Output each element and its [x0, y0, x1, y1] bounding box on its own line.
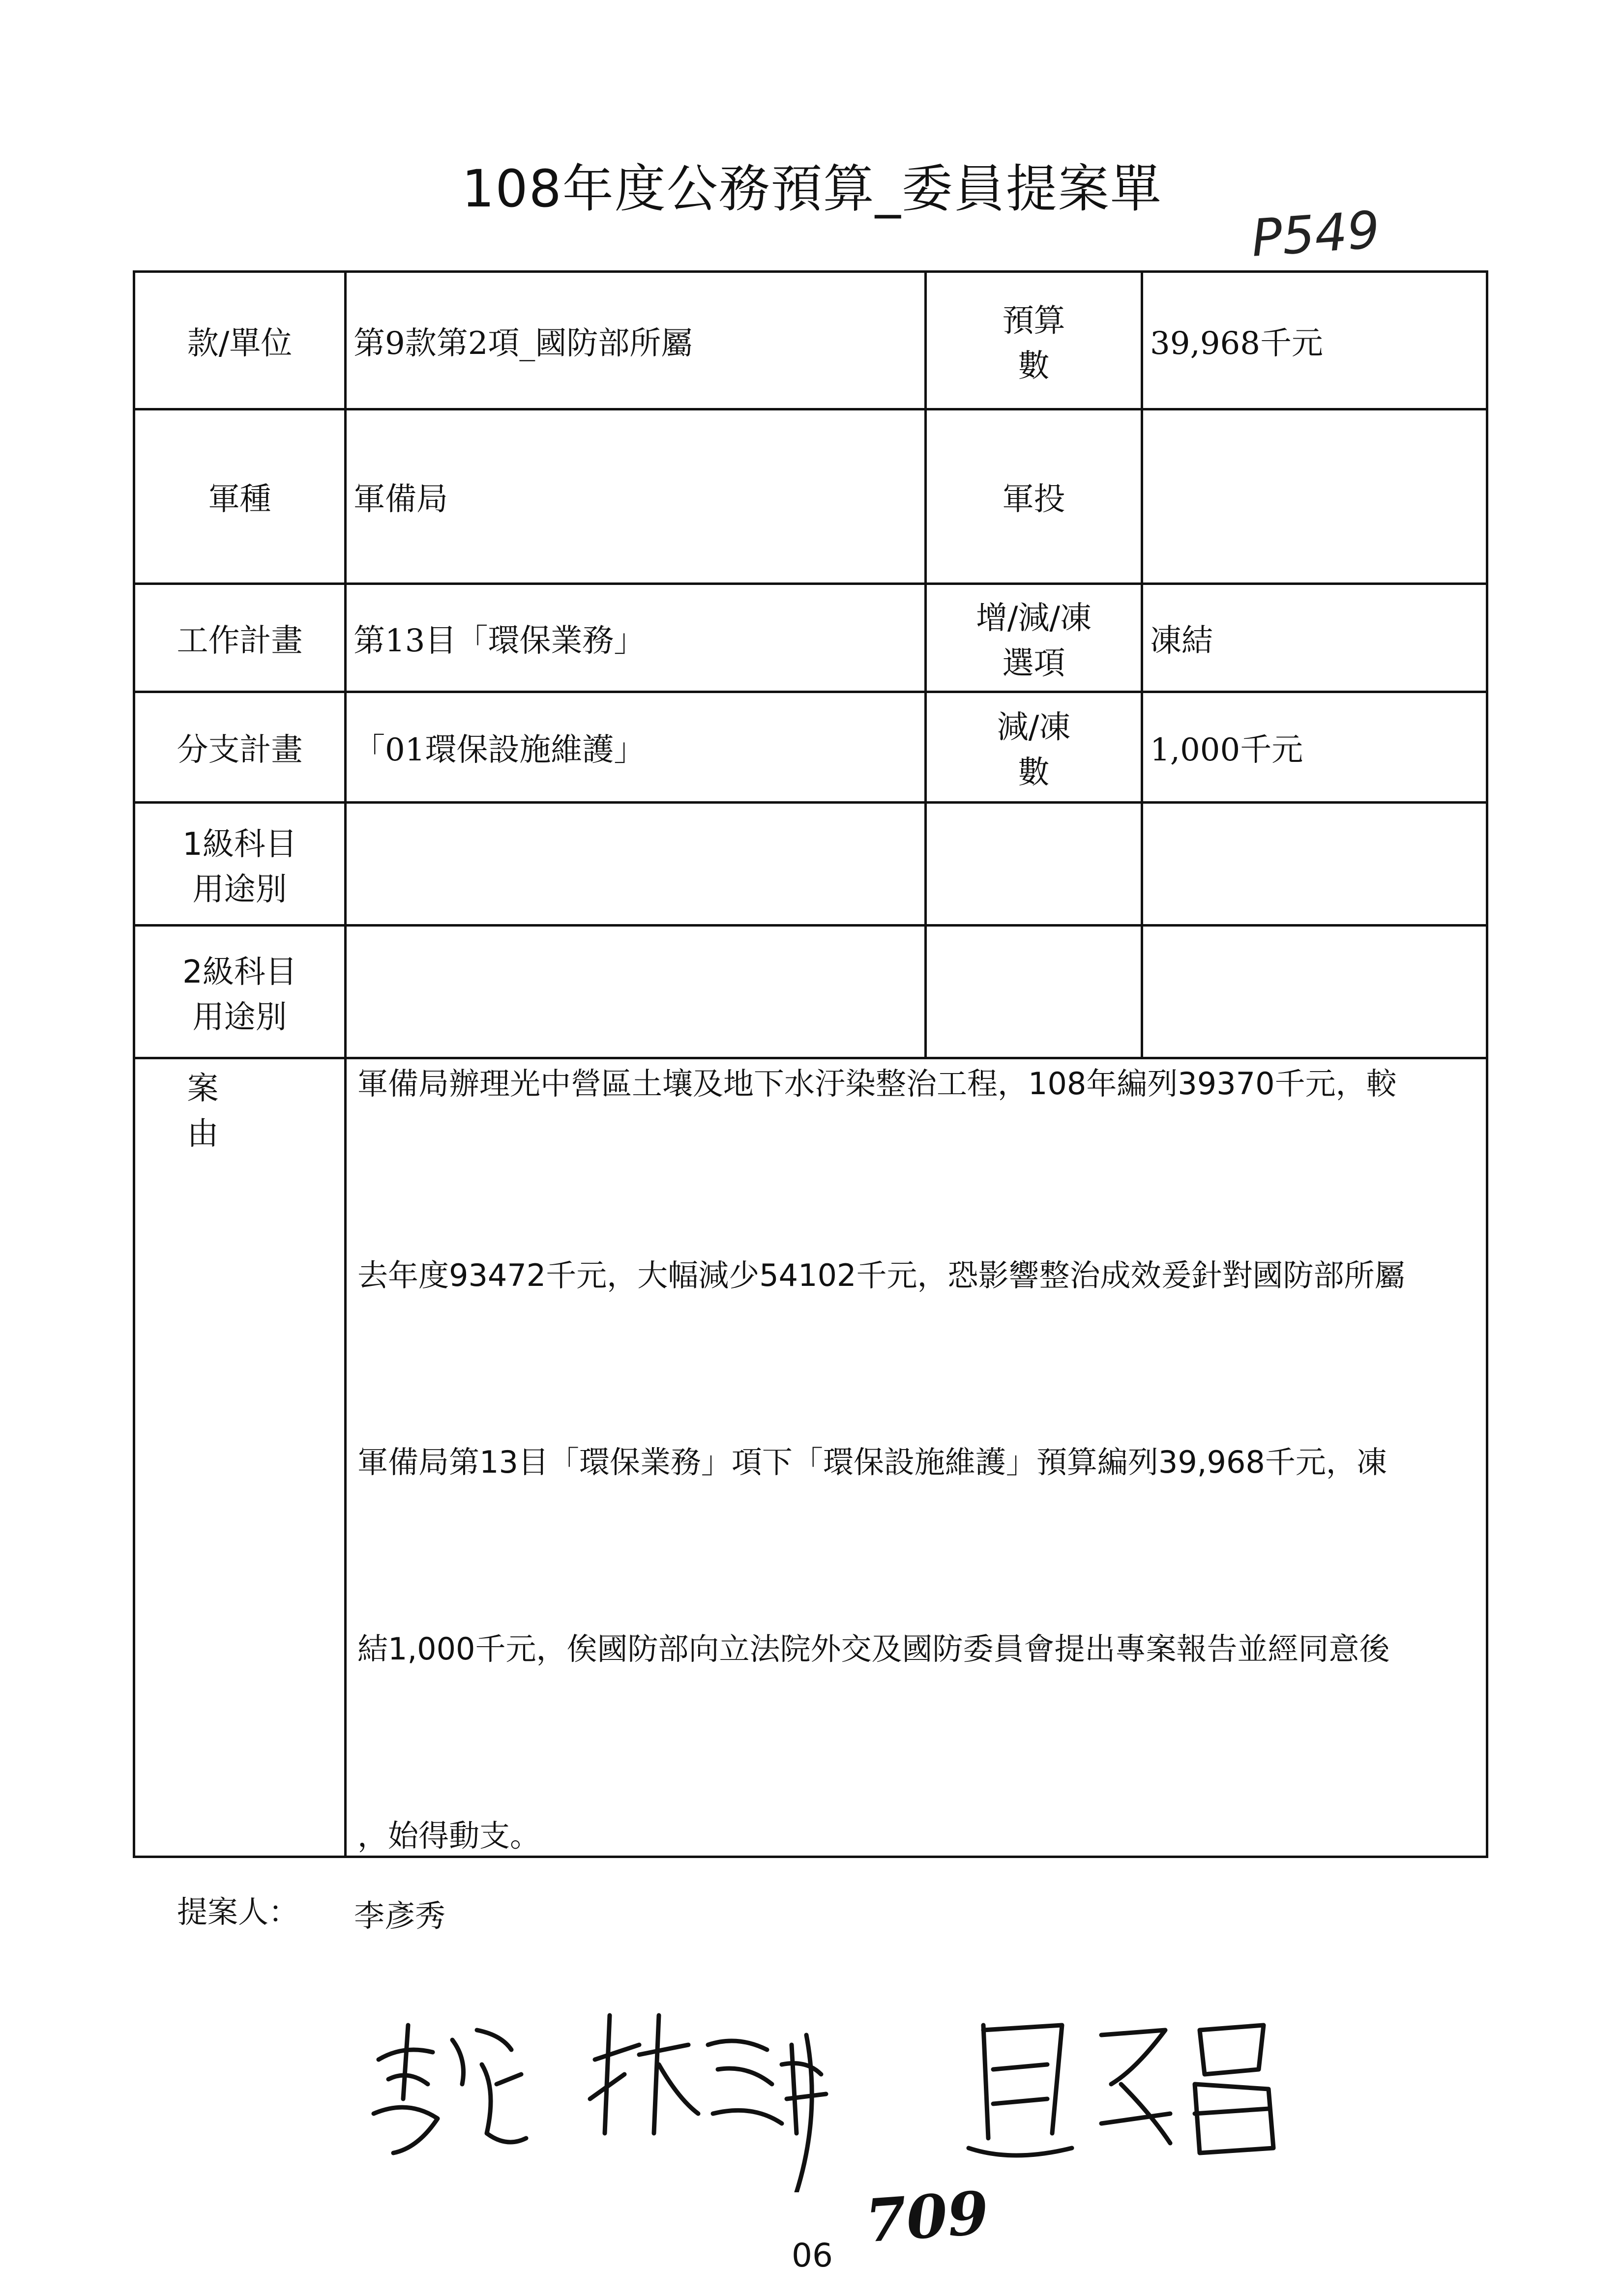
reason-row: [134, 1058, 1487, 1857]
signature-lin-licheng: [590, 2015, 826, 2192]
form-row: [134, 926, 1487, 1058]
form-row: [134, 584, 1487, 692]
row-value-2: 39,968千元: [1142, 272, 1487, 409]
proposer-label: 提案人：: [177, 1894, 299, 1930]
reason-line: ，始得動支。: [357, 1818, 541, 1854]
row-label: 工作計畫: [134, 584, 346, 692]
row-value-2: [1142, 409, 1487, 584]
row-label: 軍種: [134, 409, 346, 584]
row-value-2: 凍結: [1142, 584, 1487, 692]
row-label-2: 預算 數: [926, 272, 1142, 409]
proposal-form-table: [133, 270, 1488, 1858]
proposer-name: 李彥秀: [354, 1898, 446, 1934]
row-label: 款/單位: [134, 272, 346, 409]
row-value-2: [1142, 803, 1487, 926]
row-label: 分支計畫: [134, 692, 346, 803]
row-label-2: [926, 803, 1142, 926]
page-number: 06: [792, 2237, 833, 2274]
form-row: [134, 272, 1487, 409]
form-row: [134, 803, 1487, 926]
form-row: [134, 409, 1487, 584]
reason-line: 結1,000千元，俟國防部向立法院外交及國防委員會提出專案報告並經同意後: [357, 1631, 1390, 1667]
row-value: 「01環保設施維護」: [346, 692, 926, 803]
handwritten-number: 709: [863, 2178, 991, 2256]
signature-li-yanxiu: [374, 2025, 526, 2153]
row-label: 1級科目 用途別: [134, 803, 346, 926]
reason-line: 軍備局第13目「環保業務」項下「環保設施維護」預算編列39,968千元，凍: [357, 1444, 1387, 1480]
form-row: [134, 692, 1487, 803]
signatures: [364, 1986, 1298, 2192]
row-label-2: 增/減/凍 選項: [926, 584, 1142, 692]
row-value-2: [1142, 926, 1487, 1058]
reason-label-cell: [134, 1058, 346, 1857]
reason-line: 軍備局辦理光中營區土壤及地下水汙染整治工程，108年編列39370千元，較: [357, 1066, 1397, 1102]
form-title: 108年度公務預算_委員提案單: [462, 159, 1162, 219]
row-value: [346, 803, 926, 926]
row-value: [346, 926, 926, 1058]
signature-ma-wenjun: [969, 2025, 1273, 2155]
row-value: 第13目「環保業務」: [346, 584, 926, 692]
row-label-2: 軍投: [926, 409, 1142, 584]
row-value: 第9款第2項_國防部所屬: [346, 272, 926, 409]
row-label-2: [926, 926, 1142, 1058]
row-label-2: 減/凍 數: [926, 692, 1142, 803]
reason-body: [346, 1058, 1487, 1857]
row-label: 2級科目 用途別: [134, 926, 346, 1058]
row-value: 軍備局: [346, 409, 926, 584]
row-value-2: 1,000千元: [1142, 692, 1487, 803]
handwritten-page-ref: P549: [1249, 200, 1382, 268]
reason-label: 案由: [187, 1071, 293, 1152]
reason-line: 去年度93472千元，大幅減少54102千元，恐影響整治成效爰針對國防部所屬: [357, 1257, 1405, 1293]
